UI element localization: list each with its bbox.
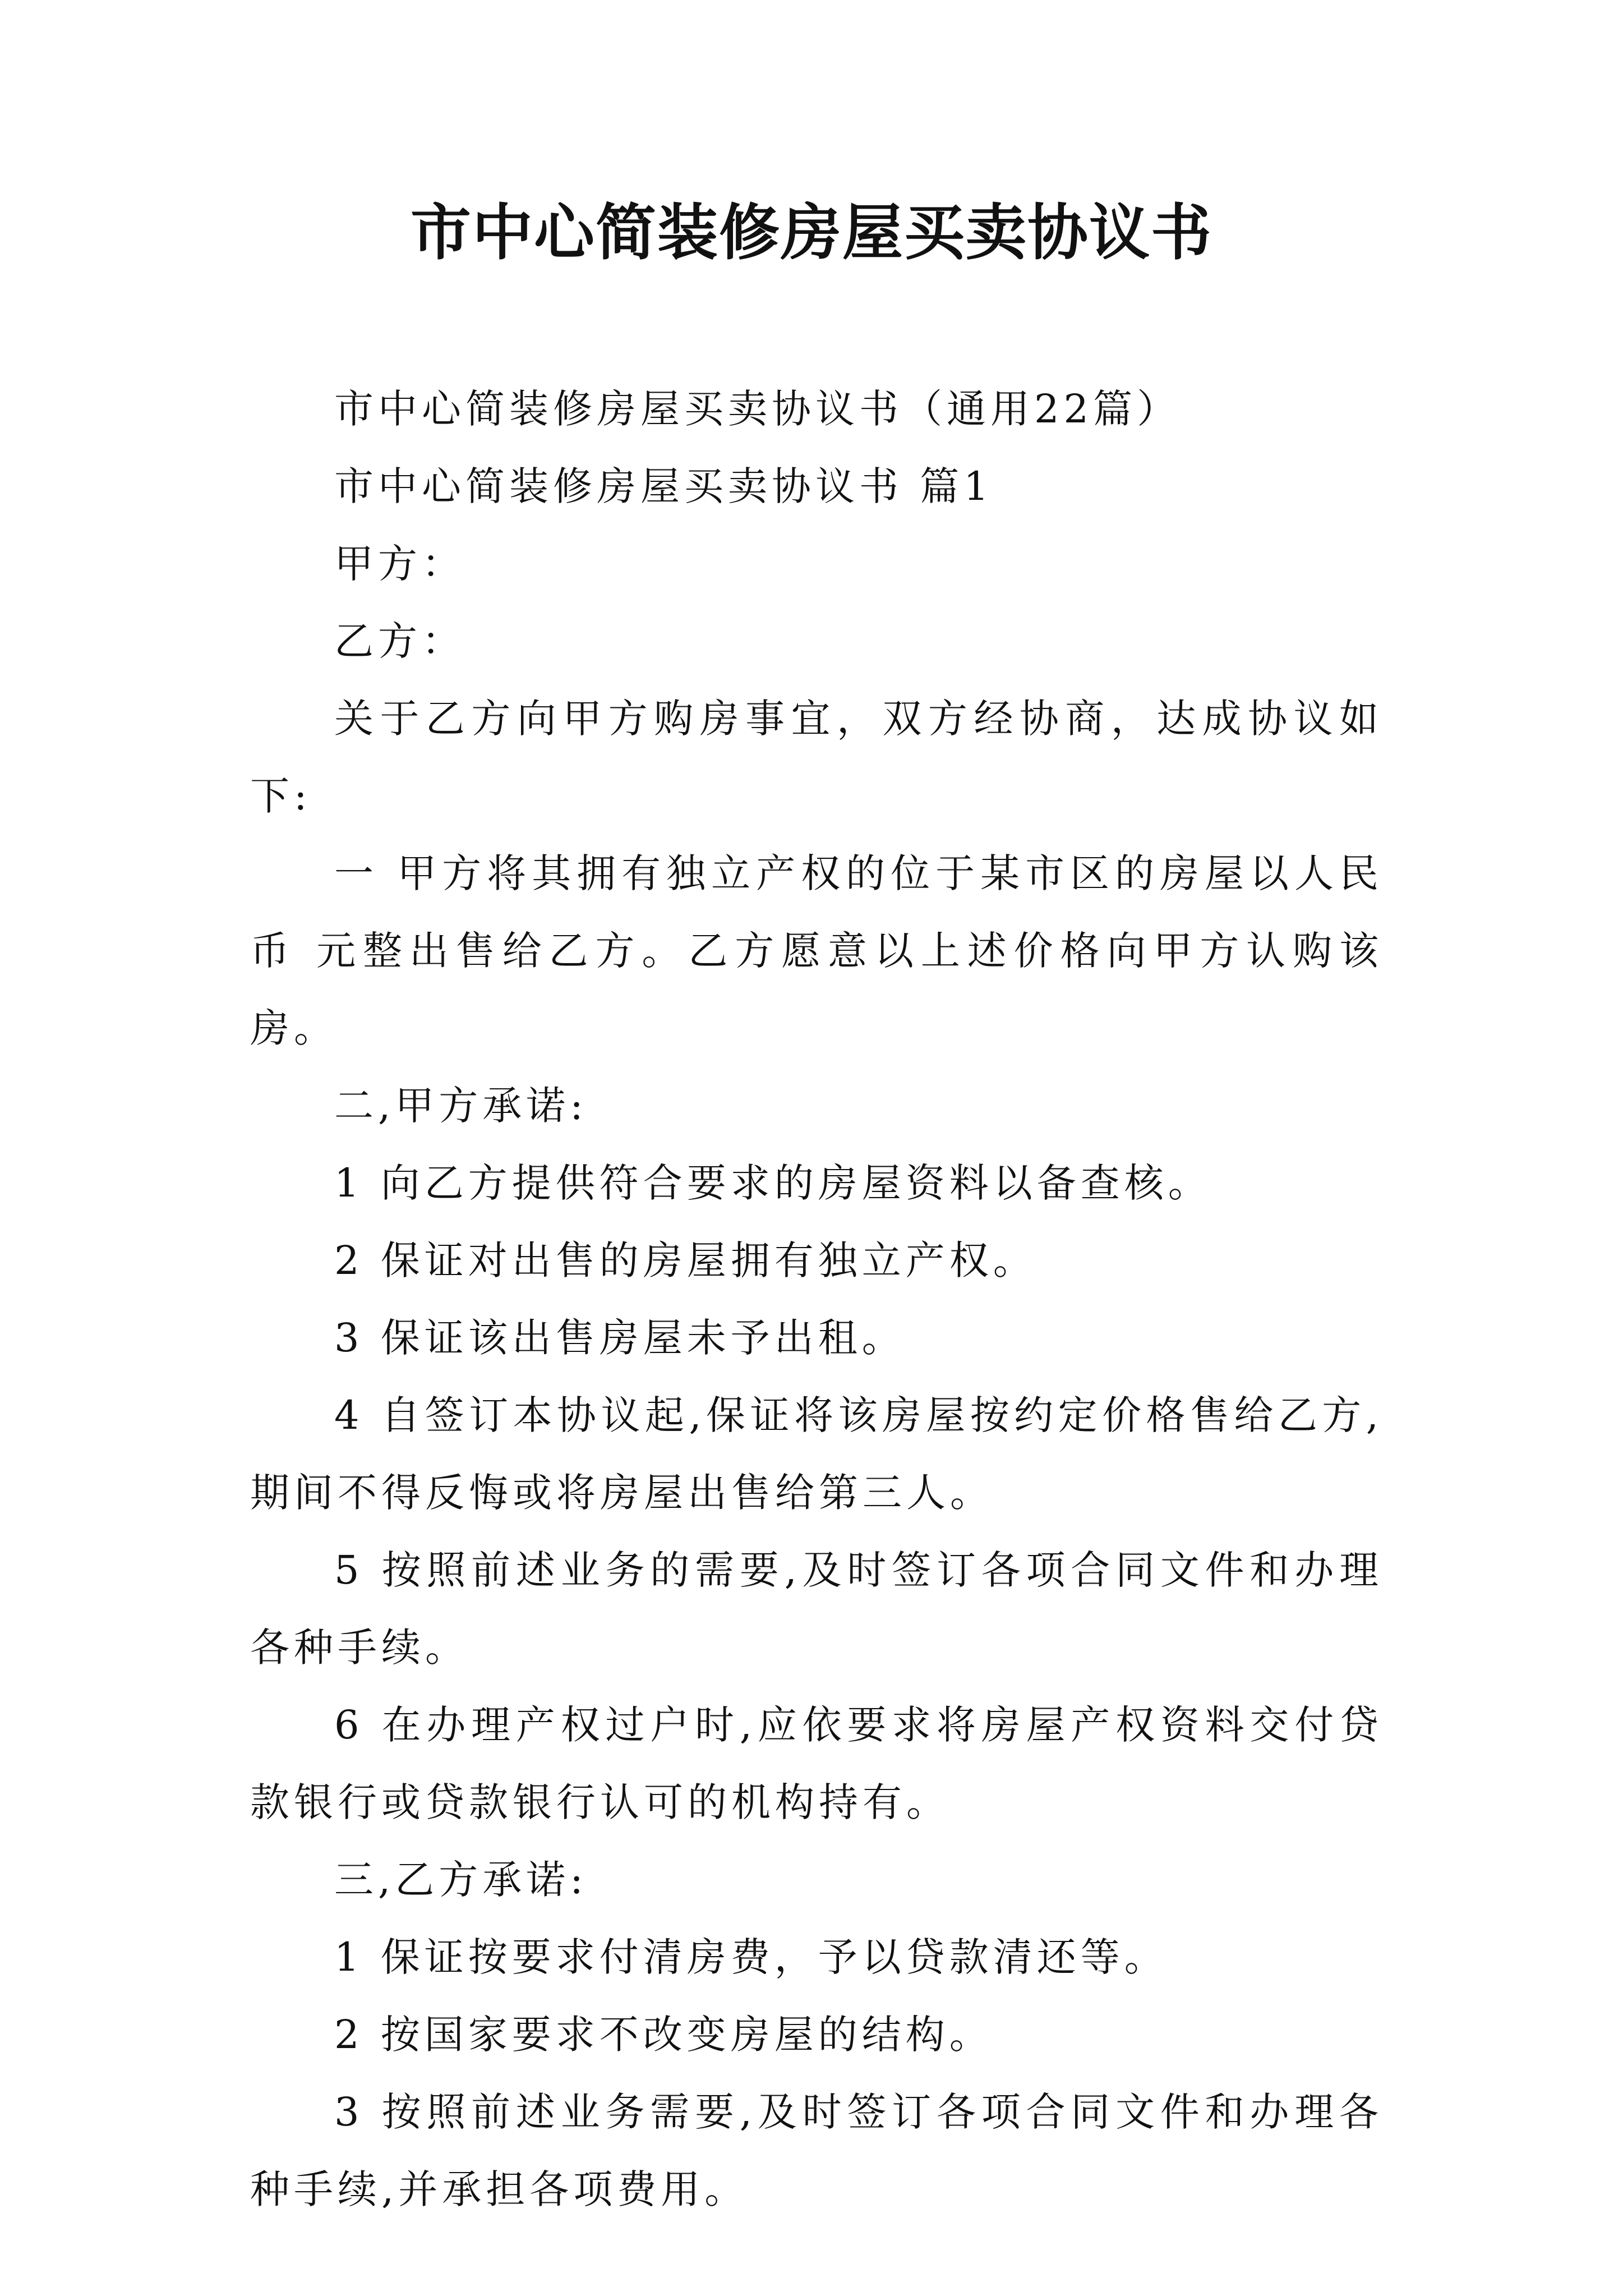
paragraph-clause-1: 一 甲方将其拥有独立产权的位于某市区的房屋以人民币 元整出售给乙方。乙方愿意以上述价格向甲方认购该房。 bbox=[250, 850, 1383, 1051]
paragraph-party-a-item-6: 6 在办理产权过户时,应依要求将房屋产权资料交付贷款银行或贷款银行认可的机构持有。 bbox=[250, 1702, 1383, 1825]
paragraph-party-a-item-2: 2 保证对出售的房屋拥有独立产权。 bbox=[334, 1237, 1037, 1283]
paragraph-party-b-item-1: 1 保证按要求付清房费，予以贷款清还等。 bbox=[334, 1934, 1168, 1980]
paragraph-party-a-item-3: 3 保证该出售房屋未予出租。 bbox=[334, 1315, 906, 1361]
document-body bbox=[250, 370, 1383, 2228]
paragraph-intro: 关于乙方向甲方购房事宜，双方经协商，达成协议如下: bbox=[250, 696, 1383, 819]
paragraph-party-a-item-4: 4 自签订本协议起,保证将该房屋按约定价格售给乙方,期间不得反悔或将房屋出售给第三人。 bbox=[250, 1392, 1383, 1516]
paragraph-party-b: 乙方： bbox=[334, 618, 465, 664]
paragraph-section-heading: 市中心简装修房屋买卖协议书 篇1 bbox=[334, 463, 993, 509]
paragraph-party-a-commitments-heading: 二,甲方承诺: bbox=[334, 1083, 588, 1129]
document-title: 市中心简装修房屋买卖协议书 bbox=[410, 197, 1212, 268]
paragraph-party-a-item-5: 5 按照前述业务的需要,及时签订各项合同文件和办理各种手续。 bbox=[250, 1547, 1383, 1671]
paragraph-party-b-item-2: 2 按国家要求不改变房屋的结构。 bbox=[334, 2012, 993, 2058]
paragraph-subtitle: 市中心简装修房屋买卖协议书（通用22篇） bbox=[334, 386, 1181, 432]
paragraph-party-a-item-1: 1 向乙方提供符合要求的房屋资料以备查核。 bbox=[334, 1160, 1212, 1206]
paragraph-party-b-item-3: 3 按照前述业务需要,及时签订各项合同文件和办理各种手续,并承担各项费用。 bbox=[250, 2089, 1383, 2212]
paragraph-party-b-commitments-heading: 三,乙方承诺: bbox=[334, 1857, 588, 1903]
paragraph-party-a: 甲方： bbox=[334, 541, 465, 587]
